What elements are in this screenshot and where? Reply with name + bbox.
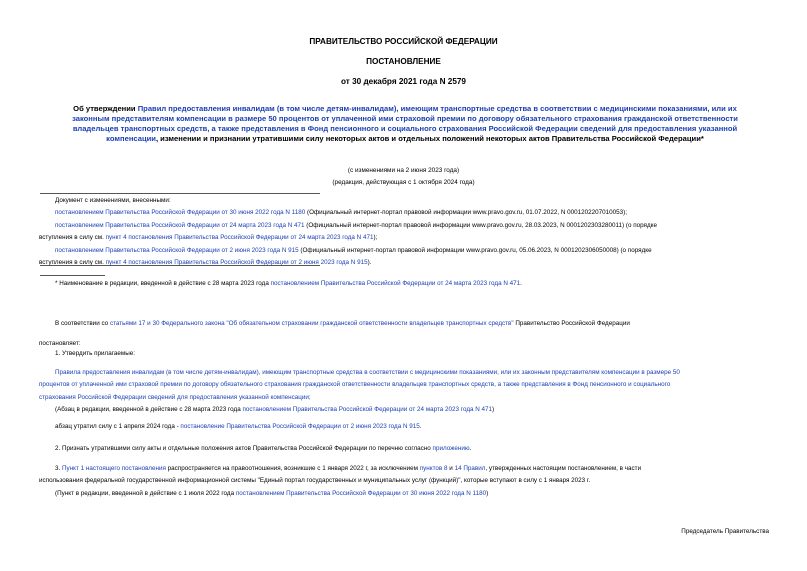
amendment-text: вступления в силу см. xyxy=(39,234,106,242)
clause-link[interactable]: 14 Правил xyxy=(454,465,486,472)
federal-law-link[interactable]: статьями 17 и 30 Федерального закона "Об обязательном страховании гражданской ответственности владельцев транспортных средств" xyxy=(109,320,514,327)
clause-text: , утвержденных настоящим постановлением, в части xyxy=(485,465,642,472)
amendments-intro: Документ с изменениями, внесенными: xyxy=(55,197,171,204)
amendment-text: (Официальный интернет-портал правовой информации www.pravo.gov.ru, 28.03.2023, N 0001202303280011) (о порядке xyxy=(304,221,657,229)
note-text: (Пункт в редакции, введенной в действие с 1 июля 2022 года xyxy=(55,489,236,497)
clause-2 xyxy=(55,443,767,455)
footnote xyxy=(55,278,767,290)
amendment-link[interactable]: постановлением Правительства Российской Федерации от 24 марта 2023 года N 471 xyxy=(55,221,305,229)
decides-label: постановляет: xyxy=(39,340,81,347)
clause-link[interactable]: Пункт 1 настоящего постановления xyxy=(62,465,166,472)
footnote-end: . xyxy=(520,280,522,287)
title-prefix: Об утверждении xyxy=(73,104,138,113)
clause-link[interactable]: пунктов 8 xyxy=(419,465,448,472)
divider xyxy=(40,193,320,194)
appendix-link[interactable]: приложению xyxy=(432,445,470,452)
lost-text: . xyxy=(419,423,422,430)
clause-3-line: использования федеральной государственной информационной системы "Единый портал государственных и муниципальных услуг (функций)", которые вступают в силу с 1 января 2023 г. xyxy=(39,477,591,485)
rules-link-line[interactable]: страхования Российской Федерации сведений для предоставления указанной компенсации; xyxy=(39,393,311,401)
preamble-text: В соответствии со xyxy=(55,320,110,327)
amendment-item xyxy=(55,245,767,257)
lost-paragraph xyxy=(55,421,767,433)
amendment-link[interactable]: постановлением Правительства Российской Федерации от 2 июня 2023 года N 915 xyxy=(55,246,299,254)
note-link[interactable]: постановлением Правительства Российской Федерации от 30 июня 2022 года N 1180 xyxy=(235,489,487,497)
amendment-item xyxy=(55,207,767,219)
clause-3 xyxy=(39,463,769,500)
preamble xyxy=(55,318,767,330)
rules-link-line[interactable]: Правила предоставления инвалидам (в том числе детям-инвалидам), имеющим транспортные средства в соответствии с медицинскими показаниями, или их законным представителям компенсации в размере 50 xyxy=(55,369,680,376)
clause-3-note xyxy=(39,488,769,500)
clause-text: распространяется на правоотношения, возникшие с 1 января 2022 г, за исключением xyxy=(165,465,420,472)
rules-note xyxy=(39,404,769,416)
rules-item xyxy=(39,367,769,417)
amendment-text: ); xyxy=(373,234,378,242)
rules-title-link[interactable]: Правил предоставления инвалидам (в том числе детям-инвалидам), имеющим транспортные средства в соответствии с медицинскими показаниями, или их законным представителям компенсации в размере 50 процентов от уплаченной ими страховой премии по договору обязательного страхования гражданской ответственности владельцев транспортных средств, а также представления в Фонд пенсионного и социального страхования Российской Федерации сведений для предоставления указанной компенсации xyxy=(72,104,738,144)
divider xyxy=(40,265,320,266)
note-text: ) xyxy=(486,489,489,497)
document-date-number: от 30 декабря 2021 года N 2579 xyxy=(341,77,466,86)
amendment-continuation xyxy=(39,257,767,269)
note-link[interactable]: постановлением Правительства Российской Федерации от 24 марта 2023 года N 471 xyxy=(242,406,493,414)
clause-text: . xyxy=(469,445,472,452)
amendment-link[interactable]: пункт 4 постановления Правительства Российской Федерации от 24 марта 2023 года N 471 xyxy=(105,234,374,242)
title-suffix: , изменении и признании утратившими силу некоторых актов и отдельных положений некоторых актов Правительства Российской Федерации* xyxy=(155,134,704,144)
amendment-text: (Официальный интернет-портал правовой информации www.pravo.gov.ru, 05.06.2023, N 0001202306050008) (о порядке xyxy=(298,246,652,254)
amendment-link[interactable]: постановлением Правительства Российской Федерации от 30 июня 2022 года N 1180 xyxy=(55,209,306,217)
lost-text: абзац утратил силу с 1 апреля 2024 года - xyxy=(55,423,181,430)
note-text: ) xyxy=(492,406,495,414)
amendment-text: ). xyxy=(367,259,372,267)
amendments-block xyxy=(39,195,767,269)
clause-text: 3. xyxy=(55,465,63,472)
footnote-text: * Наименование в редакции, введенной в действие с 28 марта 2023 года xyxy=(55,280,271,287)
amendment-link[interactable]: пункт 4 постановления Правительства Российской Федерации от 2 июня 2023 года N 915 xyxy=(105,259,368,267)
document-type: ПОСТАНОВЛЕНИЕ xyxy=(366,57,441,66)
clause-text: 2. Признать утратившими силу акты и отдельные положения актов Правительства Российской Федерации по перечню согласно xyxy=(55,445,433,452)
amendment-continuation xyxy=(39,232,767,244)
rules-link-line[interactable]: процентов от уплаченной ими страховой премии по договору обязательного страхования гражданской ответственности владельцев транспортных средств, а также представления в Фонд пенсионного и социального xyxy=(39,381,671,389)
revision-changes: (с изменениями на 2 июня 2023 года) xyxy=(347,167,460,174)
clause-3-line xyxy=(39,463,769,475)
note-text: (Абзац в редакции, введенной в действие с 28 марта 2023 года xyxy=(55,406,243,414)
amendment-text: вступления в силу см. xyxy=(39,259,106,267)
revision-edition: (редакция, действующая с 1 октября 2024 года) xyxy=(332,179,475,186)
footnote-link[interactable]: постановлением Правительства Российской Федерации от 24 марта 2023 года N 471 xyxy=(270,280,521,287)
document-title xyxy=(60,104,750,144)
amendment-item xyxy=(55,220,767,232)
signature-label: Председатель Правительства xyxy=(681,528,769,535)
clause-1: 1. Утвердить прилагаемые: xyxy=(55,350,135,357)
footnote-divider xyxy=(40,275,105,276)
lost-link[interactable]: постановление Правительства Российской Федерации от 2 июня 2023 года N 915 xyxy=(180,423,420,430)
clause-text: и xyxy=(447,465,455,472)
preamble-text: Правительство Российской Федерации xyxy=(513,320,630,327)
amendment-text: (Официальный интернет-портал правовой информации www.pravo.gov.ru, 01.07.2022, N 0001202207010053); xyxy=(305,209,627,217)
government-heading: ПРАВИТЕЛЬСТВО РОССИЙСКОЙ ФЕДЕРАЦИИ xyxy=(309,37,498,46)
